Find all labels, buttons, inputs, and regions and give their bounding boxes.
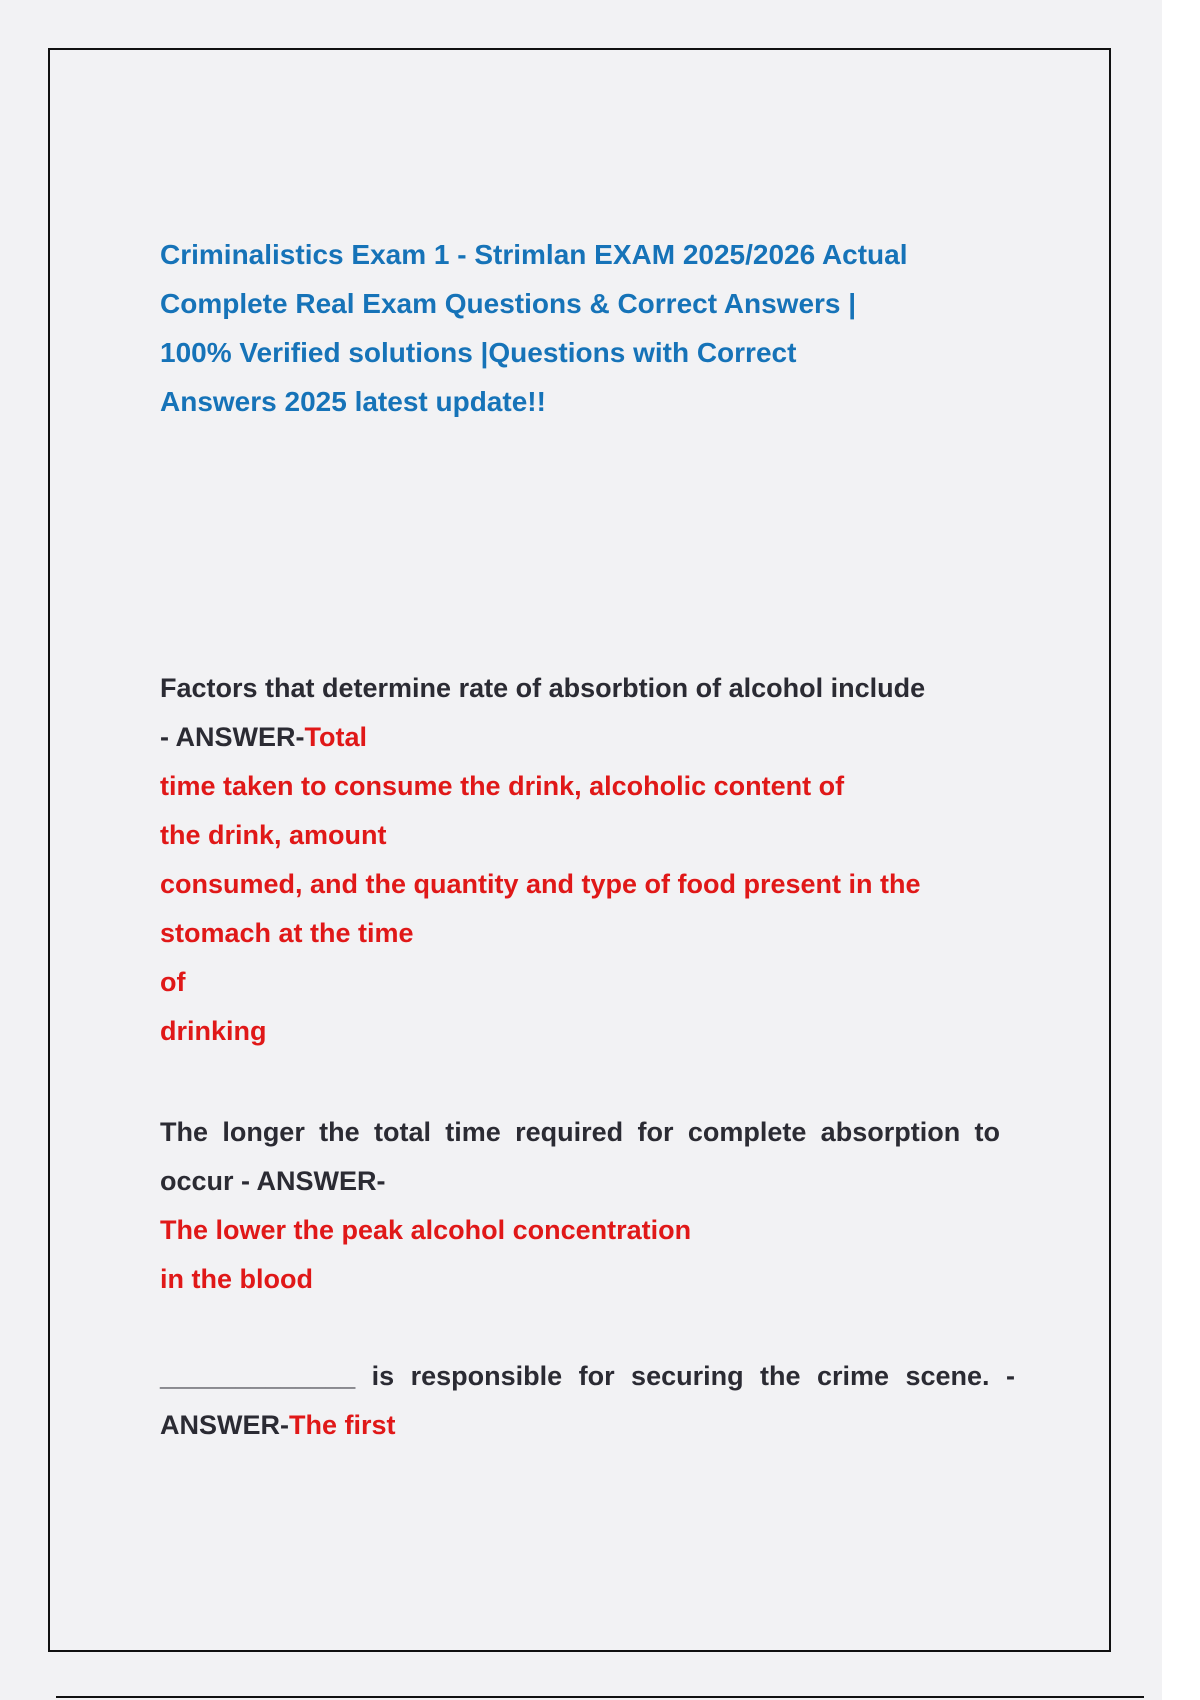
viewer-scroll-margin: [1162, 0, 1200, 1700]
title-line-4: Answers 2025 latest update!!: [160, 386, 546, 417]
document-title: [160, 230, 1060, 426]
question-1-line-2: [160, 713, 1060, 762]
title-line-1: Criminalistics Exam 1 - Strimlan EXAM 2025/2026 Actual: [160, 239, 908, 270]
next-page-top-edge: [56, 1696, 1144, 1698]
qa-item-2: [160, 1108, 1000, 1304]
answer-3-first: The first: [289, 1410, 396, 1440]
title-line-3: 100% Verified solutions |Questions with Correct: [160, 337, 797, 368]
qa-item-3: [160, 1352, 1015, 1450]
question-2-line-2: occur - ANSWER-: [160, 1166, 386, 1196]
answer-1-line-5: of: [160, 967, 186, 997]
question-3-answer-label: ANSWER-: [160, 1410, 289, 1440]
question-2-line-1: The longer the total time required for complete absorption to: [160, 1117, 1000, 1147]
answer-2-line-2: in the blood: [160, 1264, 313, 1294]
question-3-line-2: [160, 1401, 1015, 1450]
title-block: [160, 230, 920, 426]
question-1-line-1: Factors that determine rate of absorbtion of alcohol include: [160, 673, 926, 703]
document-page: [48, 48, 1111, 1652]
answer-1-line-6: drinking: [160, 1016, 267, 1046]
answer-1-first: Total: [304, 722, 367, 752]
answer-2-line-1: The lower the peak alcohol concentration: [160, 1215, 692, 1245]
question-3-line-1: _____________ is responsible for securing the crime scene. -: [160, 1361, 1015, 1391]
answer-1-line-2: the drink, amount: [160, 820, 387, 850]
title-line-2: Complete Real Exam Questions & Correct Answers |: [160, 288, 857, 319]
qa-item-1: [160, 664, 1060, 1056]
answer-1-line-3: consumed, and the quantity and type of food present in the: [160, 869, 921, 899]
answer-1-line-1: time taken to consume the drink, alcoholic content of: [160, 771, 845, 801]
question-1-answer-label: - ANSWER-: [160, 722, 305, 752]
answer-1-line-4: stomach at the time: [160, 918, 414, 948]
